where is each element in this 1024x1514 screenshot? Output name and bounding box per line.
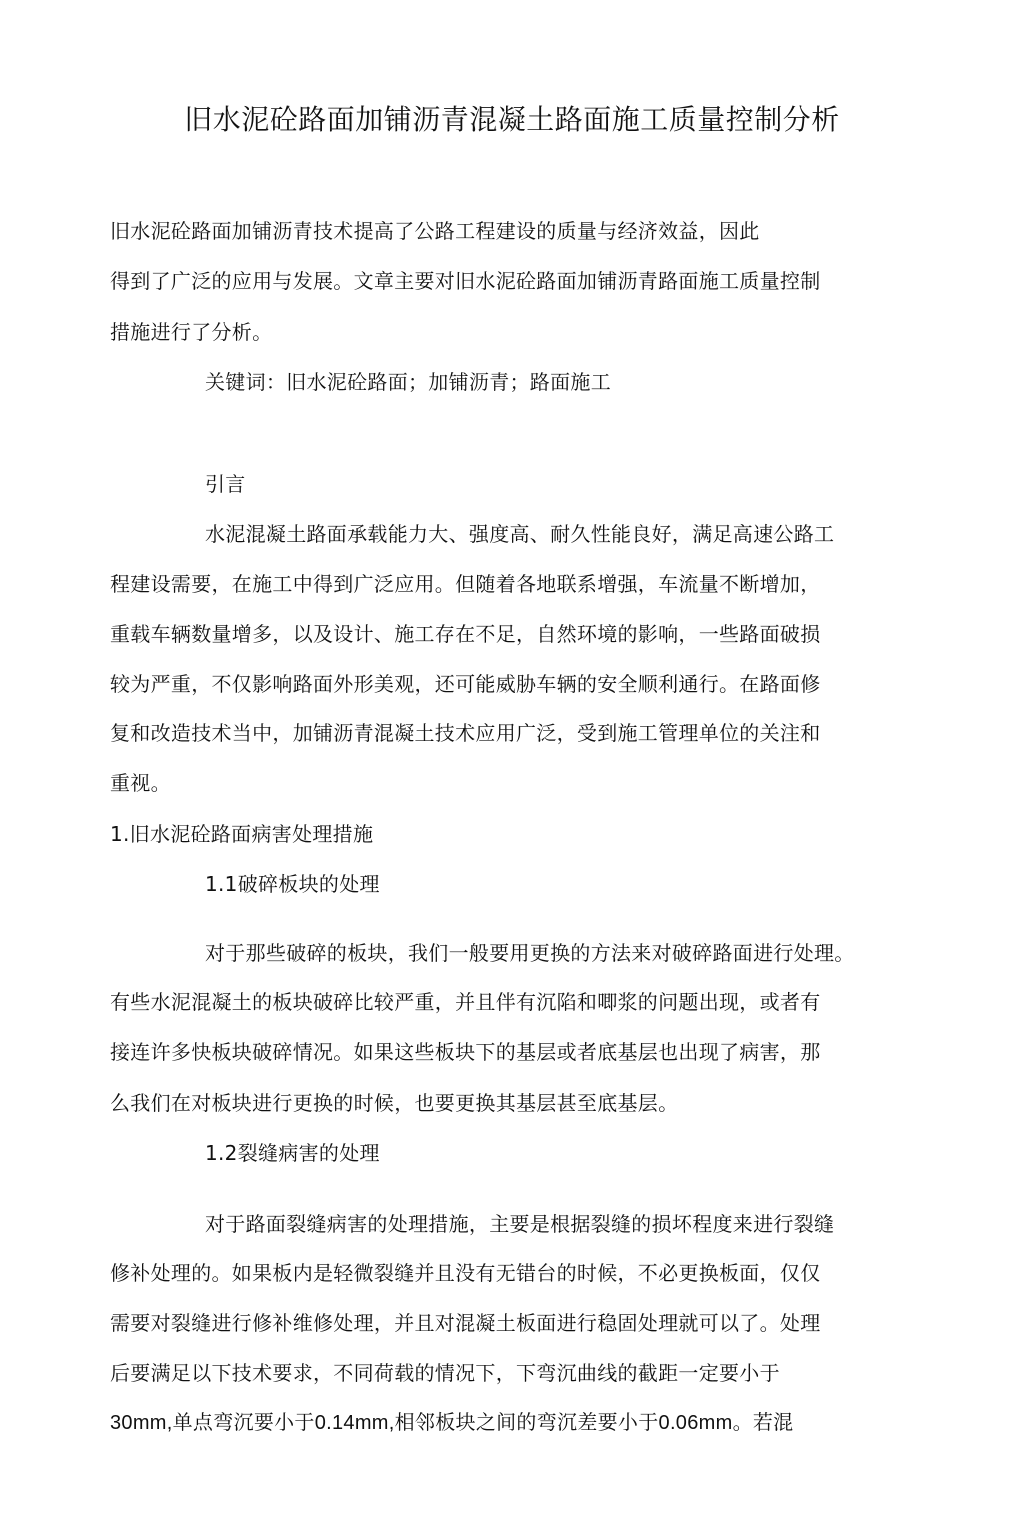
paragraph-line: 重载车辆数量增多，以及设计、施工存在不足，自然环境的影响，一些路面破损	[110, 622, 821, 646]
paragraph-line: 程建设需要，在施工中得到广泛应用。但随着各地联系增强，车流量不断增加，	[110, 572, 821, 596]
abstract-line: 旧水泥砼路面加铺沥青技术提高了公路工程建设的质量与经济效益，因此	[110, 219, 760, 243]
paragraph-line: 接连许多快板块破碎情况。如果这些板块下的基层或者底基层也出现了病害，那	[110, 1040, 821, 1064]
paragraph-line: 修补处理的。如果板内是轻微裂缝并且没有无错台的时候，不必更换板面，仅仅	[110, 1261, 821, 1285]
subsection-heading: 1.2裂缝病害的处理	[205, 1141, 380, 1165]
paragraph-line: 重视。	[110, 771, 171, 795]
section-heading: 1.旧水泥砼路面病害处理措施	[110, 822, 374, 846]
subsection-heading: 1.1破碎板块的处理	[205, 872, 380, 896]
paragraph-line: 复和改造技术当中，加铺沥青混凝土技术应用广泛，受到施工管理单位的关注和	[110, 721, 821, 745]
keywords-line: 关键词：旧水泥砼路面；加铺沥青；路面施工	[205, 370, 611, 394]
paragraph-line: 有些水泥混凝土的板块破碎比较严重，并且伴有沉陷和唧浆的问题出现，或者有	[110, 990, 821, 1014]
paragraph-line: 么我们在对板块进行更换的时候，也要更换其基层甚至底基层。	[110, 1091, 679, 1115]
abstract-line: 措施进行了分析。	[110, 320, 273, 344]
paragraph-line: 30mm,单点弯沉要小于0.14mm,相邻板块之间的弯沉差要小于0.06mm。若混	[110, 1412, 794, 1434]
intro-heading: 引言	[205, 472, 246, 496]
paragraph-line: 后要满足以下技术要求，不同荷载的情况下，下弯沉曲线的截距一定要小于	[110, 1361, 780, 1385]
paragraph-line: 水泥混凝土路面承载能力大、强度高、耐久性能良好，满足高速公路工	[205, 522, 835, 546]
document-title: 旧水泥砼路面加铺沥青混凝土路面施工质量控制分析	[184, 103, 840, 136]
abstract-line: 得到了广泛的应用与发展。文章主要对旧水泥砼路面加铺沥青路面施工质量控制	[110, 269, 821, 293]
paragraph-line: 对于那些破碎的板块，我们一般要用更换的方法来对破碎路面进行处理。	[205, 941, 855, 965]
paragraph-line: 需要对裂缝进行修补维修处理，并且对混凝土板面进行稳固处理就可以了。处理	[110, 1311, 821, 1335]
paragraph-line: 对于路面裂缝病害的处理措施，主要是根据裂缝的损坏程度来进行裂缝	[205, 1212, 835, 1236]
paragraph-line: 较为严重，不仅影响路面外形美观，还可能威胁车辆的安全顺利通行。在路面修	[110, 672, 821, 696]
